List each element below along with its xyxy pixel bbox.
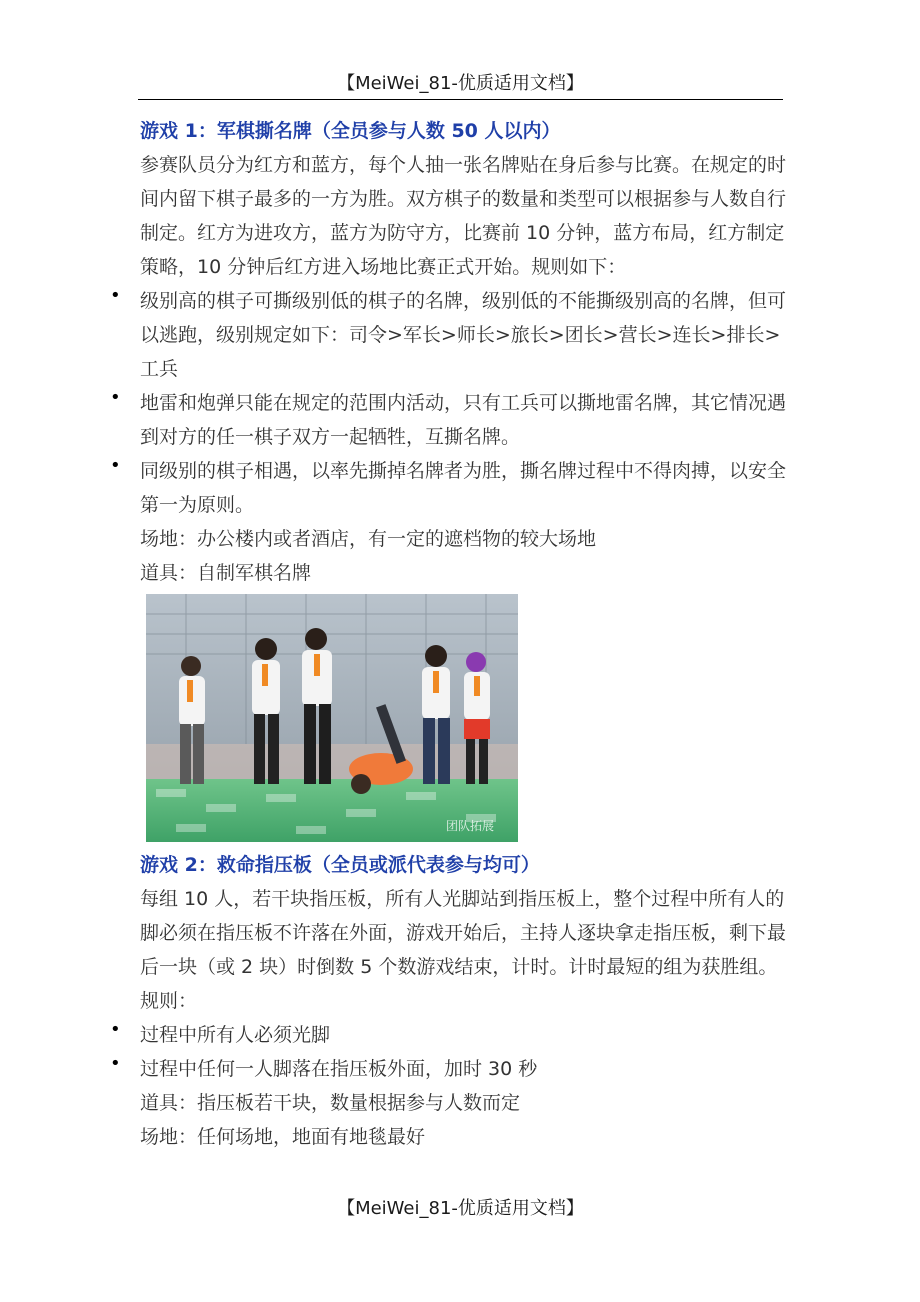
game2-intro: 每组 10 人，若干块指压板，所有人光脚站到指压板上，整个过程中所有人的脚必须在指压板不许落在外面，游戏开始后，主持人逐块拿走指压板，剩下最后一块（或 2 块）时倒数 5 个数游戏结束，计时。计时最短的组为获胜组。规则： (140, 888, 787, 1012)
document-body (110, 114, 790, 1154)
game1-rule-2-text: 地雷和炮弹只能在规定的范围内活动，只有工兵可以撕地雷名牌，其它情况遇到对方的任一棋子双方一起牺牲，互撕名牌。 (140, 392, 787, 448)
game2-title: 游戏 2：救命指压板（全员或派代表参与均可） (140, 854, 540, 876)
game1-photo (146, 594, 518, 842)
game1-title: 游戏 1：军棋撕名牌（全员参与人数 50 人以内） (140, 120, 561, 142)
bullet-icon: • (110, 1019, 121, 1040)
bullet-icon: • (110, 1053, 121, 1074)
game1-props: 道具：自制军棋名牌 (140, 562, 312, 584)
page-footer: 【MeiWei_81-优质适用文档】 (337, 1198, 584, 1219)
game1-intro: 参赛队员分为红方和蓝方，每个人抽一张名牌贴在身后参与比赛。在规定的时间内留下棋子最多的一方为胜。双方棋子的数量和类型可以根据参与人数自行制定。红方为进攻方，蓝方为防守方，比赛前 10 分钟，蓝方布局，红方制定策略，10 分钟后红方进入场地比赛正式开始。规则如下： (140, 154, 787, 278)
game2-rule-2-text: 过程中任何一人脚落在指压板外面，加时 30 秒 (140, 1058, 538, 1080)
photo-watermark: 团队拓展 (445, 819, 494, 833)
bullet-icon: • (110, 285, 121, 306)
game1-rule-1 (110, 284, 790, 386)
game2-rule-1-text: 过程中所有人必须光脚 (140, 1024, 331, 1046)
page-header: 【MeiWei_81-优质适用文档】 (337, 73, 584, 94)
game1-venue: 场地：办公楼内或者酒店，有一定的遮档物的较大场地 (140, 528, 597, 550)
game1-rule-3 (110, 454, 790, 522)
game2-venue: 场地：任何场地，地面有地毯最好 (140, 1126, 426, 1148)
bullet-icon: • (110, 455, 121, 476)
game1-rule-2 (110, 386, 790, 454)
game2-rule-2 (110, 1052, 790, 1086)
game1-rule-1-text: 级别高的棋子可撕级别低的棋子的名牌，级别低的不能撕级别高的名牌，但可以逃跑，级别规定如下：司令>军长>师长>旅长>团长>营长>连长>排长>工兵 (140, 290, 787, 380)
header-divider (138, 99, 783, 100)
game2-rule-1 (110, 1018, 790, 1052)
game1-rule-3-text: 同级别的棋子相遇，以率先撕掉名牌者为胜，撕名牌过程中不得肉搏，以安全第一为原则。 (140, 460, 787, 516)
game-photo-illustration (146, 594, 518, 842)
game2-props: 道具：指压板若干块，数量根据参与人数而定 (140, 1092, 521, 1114)
bullet-icon: • (110, 387, 121, 408)
